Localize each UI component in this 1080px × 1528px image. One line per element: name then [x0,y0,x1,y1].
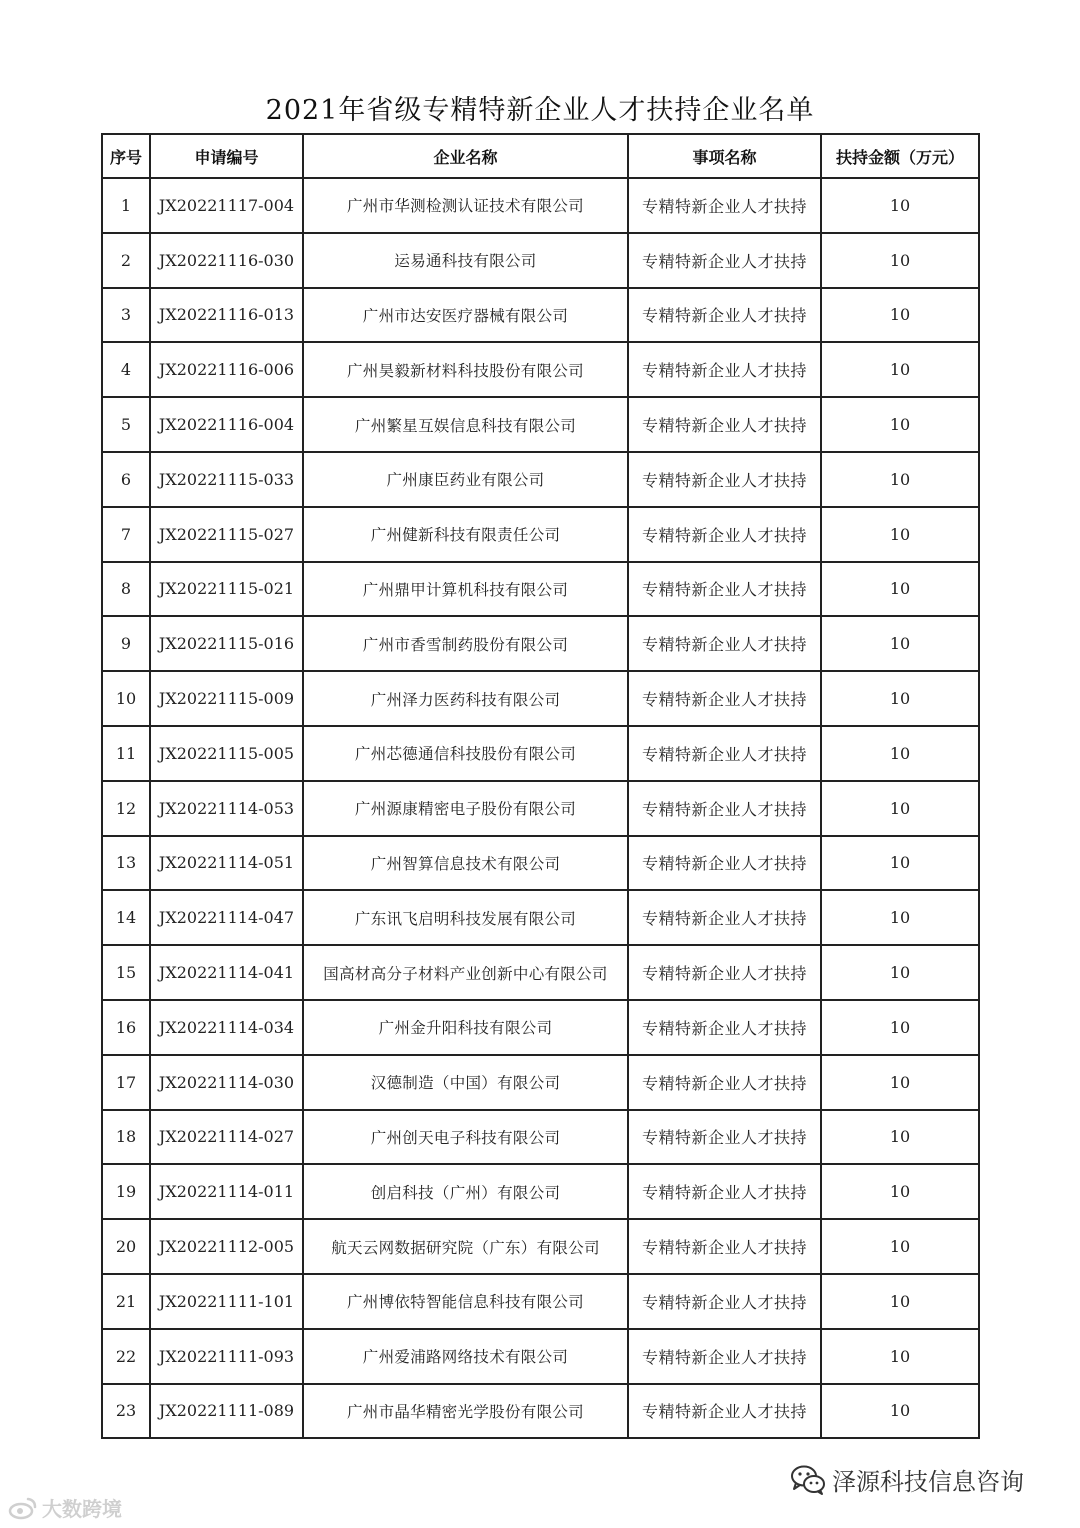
cell-index: 15 [102,945,150,1000]
cell-amount: 10 [821,616,979,671]
cell-item-name: 专精特新企业人才扶持 [628,233,821,288]
cell-index: 14 [102,890,150,945]
cell-company-name: 广州鼎甲计算机科技有限公司 [303,562,628,617]
cell-item-name: 专精特新企业人才扶持 [628,507,821,562]
cell-amount: 10 [821,1384,979,1439]
cell-amount: 10 [821,1110,979,1165]
cell-company-name: 广州市香雪制药股份有限公司 [303,616,628,671]
cell-company-name: 汉德制造（中国）有限公司 [303,1055,628,1110]
cell-item-name: 专精特新企业人才扶持 [628,616,821,671]
cell-index: 16 [102,1000,150,1055]
cell-application-no: JX20221115-009 [150,671,303,726]
cell-company-name: 广州康臣药业有限公司 [303,452,628,507]
document-title: 2021年省级专精特新企业人才扶持企业名单 [265,95,815,126]
cell-amount: 10 [821,781,979,836]
cell-index: 22 [102,1329,150,1384]
cell-item-name: 专精特新企业人才扶持 [628,288,821,343]
table-row [102,1164,979,1219]
cell-company-name: 广州博依特智能信息科技有限公司 [303,1274,628,1329]
weibo-watermark-text: 大数跨境 [42,1497,122,1521]
cell-amount: 10 [821,452,979,507]
cell-application-no: JX20221115-005 [150,726,303,781]
cell-amount: 10 [821,1329,979,1384]
wechat-watermark-text: 泽源科技信息咨询 [832,1468,1024,1496]
cell-company-name: 航天云网数据研究院（广东）有限公司 [303,1219,628,1274]
table-row [102,342,979,397]
cell-amount: 10 [821,945,979,1000]
table-row [102,1000,979,1055]
table-row [102,836,979,891]
cell-item-name: 专精特新企业人才扶持 [628,1219,821,1274]
table-row [102,945,979,1000]
cell-item-name: 专精特新企业人才扶持 [628,890,821,945]
cell-item-name: 专精特新企业人才扶持 [628,1329,821,1384]
cell-amount: 10 [821,178,979,233]
table-header-row [102,134,979,178]
cell-company-name: 广州源康精密电子股份有限公司 [303,781,628,836]
cell-amount: 10 [821,1219,979,1274]
table-row [102,178,979,233]
table-row [102,1055,979,1110]
cell-company-name: 广州智算信息技术有限公司 [303,836,628,891]
cell-index: 21 [102,1274,150,1329]
header-company-name: 企业名称 [303,134,628,178]
cell-amount: 10 [821,1000,979,1055]
cell-index: 2 [102,233,150,288]
cell-index: 8 [102,562,150,617]
cell-application-no: JX20221115-021 [150,562,303,617]
cell-index: 12 [102,781,150,836]
cell-application-no: JX20221114-051 [150,836,303,891]
table-body [102,178,979,1438]
wechat-watermark [790,1462,1024,1497]
cell-item-name: 专精特新企业人才扶持 [628,562,821,617]
cell-index: 9 [102,616,150,671]
table-row [102,507,979,562]
cell-item-name: 专精特新企业人才扶持 [628,1274,821,1329]
enterprise-table [101,133,980,1439]
cell-application-no: JX20221116-030 [150,233,303,288]
table-row [102,1110,979,1165]
weibo-icon [8,1496,38,1520]
cell-amount: 10 [821,671,979,726]
cell-item-name: 专精特新企业人才扶持 [628,726,821,781]
cell-amount: 10 [821,562,979,617]
cell-amount: 10 [821,1274,979,1329]
table-row [102,233,979,288]
cell-application-no: JX20221114-047 [150,890,303,945]
cell-index: 17 [102,1055,150,1110]
cell-application-no: JX20221116-013 [150,288,303,343]
cell-item-name: 专精特新企业人才扶持 [628,836,821,891]
cell-company-name: 运易通科技有限公司 [303,233,628,288]
table-row [102,452,979,507]
cell-item-name: 专精特新企业人才扶持 [628,671,821,726]
cell-company-name: 广州金升阳科技有限公司 [303,1000,628,1055]
cell-index: 6 [102,452,150,507]
table-row [102,671,979,726]
cell-application-no: JX20221115-016 [150,616,303,671]
cell-item-name: 专精特新企业人才扶持 [628,1164,821,1219]
cell-amount: 10 [821,342,979,397]
cell-index: 18 [102,1110,150,1165]
weibo-watermark [8,1493,122,1522]
cell-company-name: 广州市达安医疗器械有限公司 [303,288,628,343]
table-row [102,781,979,836]
cell-company-name: 广州创天电子科技有限公司 [303,1110,628,1165]
table-row [102,1274,979,1329]
cell-index: 4 [102,342,150,397]
table-row [102,890,979,945]
table-row [102,1329,979,1384]
cell-application-no: JX20221114-053 [150,781,303,836]
cell-index: 7 [102,507,150,562]
cell-application-no: JX20221112-005 [150,1219,303,1274]
cell-index: 3 [102,288,150,343]
cell-company-name: 广东讯飞启明科技发展有限公司 [303,890,628,945]
cell-item-name: 专精特新企业人才扶持 [628,178,821,233]
table-row [102,397,979,452]
cell-amount: 10 [821,1164,979,1219]
cell-application-no: JX20221111-093 [150,1329,303,1384]
cell-index: 20 [102,1219,150,1274]
cell-index: 19 [102,1164,150,1219]
header-item-name: 事项名称 [628,134,821,178]
cell-application-no: JX20221114-041 [150,945,303,1000]
header-index: 序号 [102,134,150,178]
cell-amount: 10 [821,507,979,562]
cell-index: 13 [102,836,150,891]
cell-company-name: 广州健新科技有限责任公司 [303,507,628,562]
cell-company-name: 广州昊毅新材料科技股份有限公司 [303,342,628,397]
cell-company-name: 广州市晶华精密光学股份有限公司 [303,1384,628,1439]
cell-company-name: 广州爱浦路网络技术有限公司 [303,1329,628,1384]
cell-amount: 10 [821,836,979,891]
cell-application-no: JX20221111-089 [150,1384,303,1439]
cell-application-no: JX20221116-004 [150,397,303,452]
cell-application-no: JX20221117-004 [150,178,303,233]
table-row [102,562,979,617]
wechat-icon [790,1464,826,1496]
cell-index: 23 [102,1384,150,1439]
table-row [102,288,979,343]
cell-amount: 10 [821,726,979,781]
table-row [102,1384,979,1439]
cell-item-name: 专精特新企业人才扶持 [628,452,821,507]
cell-application-no: JX20221114-030 [150,1055,303,1110]
cell-item-name: 专精特新企业人才扶持 [628,1110,821,1165]
cell-item-name: 专精特新企业人才扶持 [628,945,821,1000]
cell-application-no: JX20221115-027 [150,507,303,562]
table-row [102,616,979,671]
cell-company-name: 广州市华测检测认证技术有限公司 [303,178,628,233]
table-row [102,726,979,781]
cell-item-name: 专精特新企业人才扶持 [628,781,821,836]
cell-index: 10 [102,671,150,726]
cell-company-name: 国高材高分子材料产业创新中心有限公司 [303,945,628,1000]
cell-company-name: 广州泽力医药科技有限公司 [303,671,628,726]
table-row [102,1219,979,1274]
cell-company-name: 广州繁星互娱信息科技有限公司 [303,397,628,452]
cell-application-no: JX20221115-033 [150,452,303,507]
cell-item-name: 专精特新企业人才扶持 [628,342,821,397]
cell-index: 1 [102,178,150,233]
cell-application-no: JX20221114-027 [150,1110,303,1165]
cell-company-name: 广州芯德通信科技股份有限公司 [303,726,628,781]
cell-company-name: 创启科技（广州）有限公司 [303,1164,628,1219]
cell-item-name: 专精特新企业人才扶持 [628,1055,821,1110]
cell-application-no: JX20221114-034 [150,1000,303,1055]
cell-amount: 10 [821,890,979,945]
header-application-no: 申请编号 [150,134,303,178]
cell-item-name: 专精特新企业人才扶持 [628,1384,821,1439]
cell-amount: 10 [821,288,979,343]
cell-application-no: JX20221114-011 [150,1164,303,1219]
cell-application-no: JX20221111-101 [150,1274,303,1329]
cell-index: 5 [102,397,150,452]
cell-item-name: 专精特新企业人才扶持 [628,397,821,452]
cell-index: 11 [102,726,150,781]
cell-application-no: JX20221116-006 [150,342,303,397]
cell-item-name: 专精特新企业人才扶持 [628,1000,821,1055]
cell-amount: 10 [821,1055,979,1110]
cell-amount: 10 [821,233,979,288]
header-amount: 扶持金额（万元） [821,134,979,178]
cell-amount: 10 [821,397,979,452]
